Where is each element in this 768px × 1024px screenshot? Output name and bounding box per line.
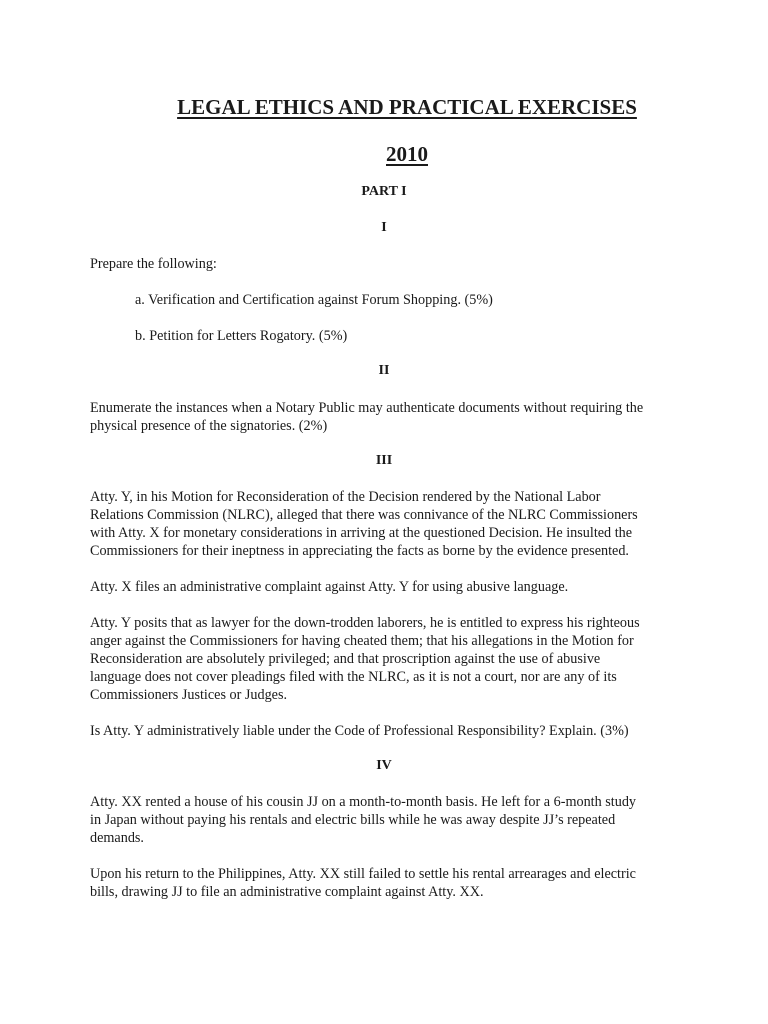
section-iii-paragraph-2 bbox=[90, 578, 690, 596]
section-i-intro bbox=[90, 255, 690, 273]
document-year: 2010 bbox=[386, 142, 428, 166]
text-line: Atty. Y posits that as lawyer for the down-trodden laborers, he is entitled to express his righteous bbox=[90, 615, 640, 631]
section-iv-paragraph-2 bbox=[90, 865, 690, 901]
section-numeral-iii: III bbox=[375, 453, 393, 468]
section-ii-paragraph bbox=[90, 399, 690, 435]
text-line: b. Petition for Letters Rogatory. (5%) bbox=[135, 328, 348, 344]
text-line: language does not cover pleadings filed with the NLRC, as it is not a court, nor are any of its bbox=[90, 669, 617, 685]
section-iii-paragraph-3 bbox=[90, 614, 690, 704]
text-line: bills, drawing JJ to file an administrative complaint against Atty. XX. bbox=[90, 884, 484, 900]
section-iii-paragraph-4 bbox=[90, 722, 690, 740]
text-line: Atty. Y, in his Motion for Reconsideration of the Decision rendered by the National Labor bbox=[90, 489, 601, 505]
text-line: Relations Commission (NLRC), alleged that there was connivance of the NLRC Commissioners bbox=[90, 507, 638, 523]
part-heading: PART I bbox=[361, 184, 407, 199]
text-line: Is Atty. Y administratively liable under the Code of Professional Responsibility? Explain. (3%) bbox=[90, 723, 629, 739]
section-numeral-ii: II bbox=[378, 363, 390, 378]
section-iii-paragraph-1 bbox=[90, 488, 690, 560]
text-line: a. Verification and Certification against Forum Shopping. (5%) bbox=[135, 292, 493, 308]
section-numeral-i: I bbox=[381, 220, 387, 235]
document-title: LEGAL ETHICS AND PRACTICAL EXERCISES bbox=[177, 95, 637, 119]
text-line: Commissioners Justices or Judges. bbox=[90, 687, 288, 703]
section-i-item-a bbox=[135, 291, 735, 309]
text-line: Atty. XX rented a house of his cousin JJ on a month-to-month basis. He left for a 6-month study bbox=[90, 794, 637, 810]
text-line: Reconsideration are absolutely privileged; and that proscription against the use of abusive bbox=[90, 651, 601, 667]
text-line: demands. bbox=[90, 830, 144, 846]
text-line: Prepare the following: bbox=[90, 256, 217, 272]
section-i-item-b bbox=[135, 327, 735, 345]
text-line: Commissioners for their ineptness in appreciating the facts as borne by the evidence presented. bbox=[90, 543, 629, 559]
text-line: with Atty. X for monetary considerations in arriving at the questioned Decision. He insulted the bbox=[90, 525, 633, 541]
text-line: in Japan without paying his rentals and electric bills while he was away despite JJ’s repeated bbox=[90, 812, 616, 828]
text-line: Atty. X files an administrative complaint against Atty. Y for using abusive language. bbox=[90, 579, 569, 595]
text-line: Upon his return to the Philippines, Atty. XX still failed to settle his rental arrearages and electric bbox=[90, 866, 636, 882]
section-iv-paragraph-1 bbox=[90, 793, 690, 847]
text-line: anger against the Commissioners for having cheated them; that his allegations in the Motion for bbox=[90, 633, 634, 649]
text-line: Enumerate the instances when a Notary Public may authenticate documents without requiring the bbox=[90, 400, 644, 416]
section-numeral-iv: IV bbox=[376, 758, 392, 773]
text-line: physical presence of the signatories. (2%) bbox=[90, 418, 328, 434]
